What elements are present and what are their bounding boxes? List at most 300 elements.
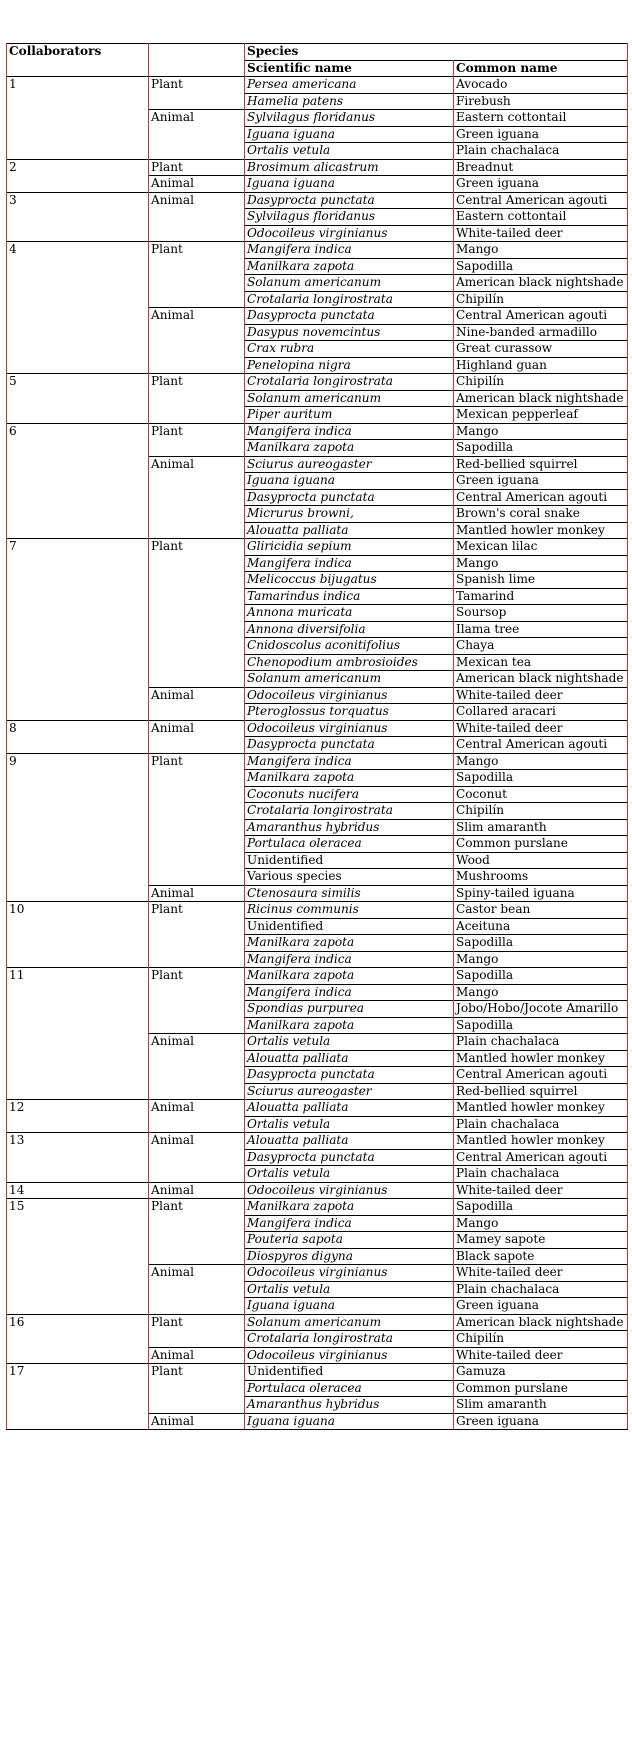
collaborator-id-cell — [7, 638, 149, 655]
common-name-cell: Sapodilla — [454, 770, 628, 787]
collaborator-id-cell — [7, 885, 149, 902]
common-name-cell: Slim amaranth — [454, 1397, 628, 1414]
table-row — [7, 819, 628, 836]
table-row — [7, 93, 628, 110]
scientific-name-cell: Manilkara zapota — [245, 770, 454, 787]
species-kind-cell — [149, 1215, 245, 1232]
common-name-cell: Mushrooms — [454, 869, 628, 886]
collaborator-id-cell: 13 — [7, 1133, 149, 1150]
scientific-name-cell: Unidentified — [245, 852, 454, 869]
species-kind-cell — [149, 291, 245, 308]
collaborator-id-cell — [7, 1116, 149, 1133]
table-row — [7, 324, 628, 341]
common-name-cell: Spanish lime — [454, 572, 628, 589]
species-kind-cell — [149, 621, 245, 638]
table-row — [7, 374, 628, 391]
common-name-cell: Mango — [454, 242, 628, 259]
scientific-name-cell: Sylvilagus floridanus — [245, 209, 454, 226]
header-scientific-name: Scientific name — [245, 60, 454, 77]
common-name-cell: American black nightshade — [454, 1314, 628, 1331]
scientific-name-cell: Pteroglossus torquatus — [245, 704, 454, 721]
header-row-1 — [7, 44, 628, 61]
scientific-name-cell: Unidentified — [245, 1364, 454, 1381]
collaborator-id-cell — [7, 572, 149, 589]
common-name-cell: Collared aracari — [454, 704, 628, 721]
species-kind-cell — [149, 819, 245, 836]
common-name-cell: Chipilín — [454, 374, 628, 391]
species-kind-cell — [149, 258, 245, 275]
table-row — [7, 770, 628, 787]
collaborator-id-cell — [7, 786, 149, 803]
scientific-name-cell: Dasyprocta punctata — [245, 489, 454, 506]
scientific-name-cell: Sciurus aureogaster — [245, 1083, 454, 1100]
scientific-name-cell: Alouatta palliata — [245, 1050, 454, 1067]
scientific-name-cell: Ortalis vetula — [245, 1116, 454, 1133]
scientific-name-cell: Ortalis vetula — [245, 1034, 454, 1051]
scientific-name-cell: Odocoileus virginianus — [245, 1182, 454, 1199]
scientific-name-cell: Mangifera indica — [245, 984, 454, 1001]
common-name-cell: White-tailed deer — [454, 687, 628, 704]
common-name-cell: Plain chachalaca — [454, 1116, 628, 1133]
table-row — [7, 456, 628, 473]
common-name-cell: Sapodilla — [454, 968, 628, 985]
common-name-cell: Chipilín — [454, 803, 628, 820]
table-row — [7, 258, 628, 275]
table-row — [7, 357, 628, 374]
table-row — [7, 1067, 628, 1084]
collaborator-id-cell: 16 — [7, 1314, 149, 1331]
common-name-cell: Plain chachalaca — [454, 1281, 628, 1298]
collaborator-id-cell — [7, 275, 149, 292]
table-row — [7, 341, 628, 358]
scientific-name-cell: Alouatta palliata — [245, 1133, 454, 1150]
collaborator-id-cell — [7, 110, 149, 127]
collaborator-id-cell — [7, 1413, 149, 1430]
scientific-name-cell: Dasyprocta punctata — [245, 308, 454, 325]
collaborator-id-cell — [7, 390, 149, 407]
scientific-name-cell: Solanum americanum — [245, 1314, 454, 1331]
table-row — [7, 869, 628, 886]
table-row — [7, 1034, 628, 1051]
table-row — [7, 968, 628, 985]
species-kind-cell — [149, 1232, 245, 1249]
species-kind-cell: Plant — [149, 1199, 245, 1216]
common-name-cell: Black sapote — [454, 1248, 628, 1265]
common-name-cell: Common purslane — [454, 1380, 628, 1397]
species-kind-cell — [149, 869, 245, 886]
scientific-name-cell: Iguana iguana — [245, 1413, 454, 1430]
collaborator-id-cell: 2 — [7, 159, 149, 176]
scientific-name-cell: Odocoileus virginianus — [245, 720, 454, 737]
collaborator-id-cell: 1 — [7, 77, 149, 94]
table-row — [7, 110, 628, 127]
scientific-name-cell: Ortalis vetula — [245, 1281, 454, 1298]
table-row — [7, 1199, 628, 1216]
species-kind-cell — [149, 522, 245, 539]
collaborator-id-cell — [7, 93, 149, 110]
collaborator-id-cell: 9 — [7, 753, 149, 770]
species-kind-cell: Animal — [149, 192, 245, 209]
scientific-name-cell: Brosimum alicastrum — [245, 159, 454, 176]
table-row — [7, 687, 628, 704]
common-name-cell: Sapodilla — [454, 440, 628, 457]
collaborator-id-cell: 10 — [7, 902, 149, 919]
species-kind-cell — [149, 852, 245, 869]
table-row — [7, 902, 628, 919]
common-name-cell: Great curassow — [454, 341, 628, 358]
collaborator-id-cell — [7, 869, 149, 886]
table-row — [7, 192, 628, 209]
collaborator-id-cell: 17 — [7, 1364, 149, 1381]
scientific-name-cell: Crotalaria longirostrata — [245, 1331, 454, 1348]
table-row — [7, 242, 628, 259]
common-name-cell: Coconut — [454, 786, 628, 803]
species-kind-cell: Animal — [149, 110, 245, 127]
table-row — [7, 1248, 628, 1265]
common-name-cell: Nine-banded armadillo — [454, 324, 628, 341]
species-kind-cell: Animal — [149, 1100, 245, 1117]
collaborator-id-cell — [7, 770, 149, 787]
scientific-name-cell: Manilkara zapota — [245, 935, 454, 952]
table-row — [7, 704, 628, 721]
common-name-cell: Mantled howler monkey — [454, 1133, 628, 1150]
collaborator-id-cell — [7, 1050, 149, 1067]
collaborator-id-cell — [7, 308, 149, 325]
scientific-name-cell: Solanum americanum — [245, 671, 454, 688]
collaborator-id-cell — [7, 1149, 149, 1166]
collaborator-id-cell: 12 — [7, 1100, 149, 1117]
common-name-cell: Mango — [454, 984, 628, 1001]
collaborator-id-cell — [7, 291, 149, 308]
species-kind-cell — [149, 1380, 245, 1397]
species-kind-cell — [149, 341, 245, 358]
species-kind-cell — [149, 572, 245, 589]
header-kind-blank — [149, 44, 245, 61]
scientific-name-cell: Various species — [245, 869, 454, 886]
table-row — [7, 1149, 628, 1166]
species-kind-cell — [149, 1116, 245, 1133]
species-kind-cell — [149, 1050, 245, 1067]
species-kind-cell — [149, 489, 245, 506]
species-kind-cell: Animal — [149, 308, 245, 325]
common-name-cell: White-tailed deer — [454, 720, 628, 737]
collaborator-id-cell — [7, 605, 149, 622]
table-row — [7, 506, 628, 523]
species-kind-cell — [149, 440, 245, 457]
collaborator-id-cell — [7, 1347, 149, 1364]
table-row — [7, 621, 628, 638]
common-name-cell: Mango — [454, 555, 628, 572]
species-kind-cell — [149, 951, 245, 968]
scientific-name-cell: Annona muricata — [245, 605, 454, 622]
header-row-2 — [7, 60, 628, 77]
species-kind-cell — [149, 671, 245, 688]
species-kind-cell — [149, 390, 245, 407]
collaborator-id-cell — [7, 588, 149, 605]
common-name-cell: Green iguana — [454, 1298, 628, 1315]
common-name-cell: Green iguana — [454, 473, 628, 490]
table-row — [7, 1133, 628, 1150]
common-name-cell: Brown's coral snake — [454, 506, 628, 523]
species-kind-cell — [149, 407, 245, 424]
species-kind-cell — [149, 1298, 245, 1315]
species-table — [6, 43, 628, 1430]
common-name-cell: White-tailed deer — [454, 1182, 628, 1199]
common-name-cell: Sapodilla — [454, 1199, 628, 1216]
species-kind-cell — [149, 786, 245, 803]
common-name-cell: Avocado — [454, 77, 628, 94]
collaborator-id-cell — [7, 1215, 149, 1232]
species-kind-cell — [149, 275, 245, 292]
species-kind-cell — [149, 506, 245, 523]
species-kind-cell: Animal — [149, 1034, 245, 1051]
table-row — [7, 852, 628, 869]
species-kind-cell: Animal — [149, 1413, 245, 1430]
table-row — [7, 605, 628, 622]
scientific-name-cell: Ctenosaura similis — [245, 885, 454, 902]
scientific-name-cell: Tamarindus indica — [245, 588, 454, 605]
species-kind-cell: Animal — [149, 720, 245, 737]
collaborator-id-cell — [7, 1248, 149, 1265]
scientific-name-cell: Gliricidia sepium — [245, 539, 454, 556]
scientific-name-cell: Hamelia patens — [245, 93, 454, 110]
table-row — [7, 1232, 628, 1249]
species-table-body — [7, 44, 628, 1430]
common-name-cell: Highland guan — [454, 357, 628, 374]
table-row — [7, 1413, 628, 1430]
common-name-cell: Wood — [454, 852, 628, 869]
species-kind-cell: Plant — [149, 159, 245, 176]
species-kind-cell — [149, 1166, 245, 1183]
scientific-name-cell: Manilkara zapota — [245, 1017, 454, 1034]
collaborator-id-cell — [7, 621, 149, 638]
common-name-cell: Common purslane — [454, 836, 628, 853]
scientific-name-cell: Mangifera indica — [245, 753, 454, 770]
table-row — [7, 984, 628, 1001]
scientific-name-cell: Odocoileus virginianus — [245, 1265, 454, 1282]
scientific-name-cell: Alouatta palliata — [245, 522, 454, 539]
common-name-cell: American black nightshade — [454, 671, 628, 688]
species-kind-cell — [149, 704, 245, 721]
collaborator-id-cell: 6 — [7, 423, 149, 440]
species-kind-cell — [149, 1017, 245, 1034]
common-name-cell: Mantled howler monkey — [454, 522, 628, 539]
common-name-cell: Mango — [454, 753, 628, 770]
scientific-name-cell: Mangifera indica — [245, 555, 454, 572]
scientific-name-cell: Solanum americanum — [245, 390, 454, 407]
species-kind-cell — [149, 984, 245, 1001]
collaborator-id-cell — [7, 1083, 149, 1100]
collaborator-id-cell — [7, 1067, 149, 1084]
scientific-name-cell: Dasyprocta punctata — [245, 737, 454, 754]
species-kind-cell — [149, 1083, 245, 1100]
species-kind-cell — [149, 935, 245, 952]
table-row — [7, 1380, 628, 1397]
collaborator-id-cell: 14 — [7, 1182, 149, 1199]
table-row — [7, 885, 628, 902]
species-kind-cell: Plant — [149, 1364, 245, 1381]
common-name-cell: Ilama tree — [454, 621, 628, 638]
species-kind-cell — [149, 225, 245, 242]
table-row — [7, 572, 628, 589]
table-row — [7, 77, 628, 94]
collaborator-id-cell — [7, 1331, 149, 1348]
scientific-name-cell: Dasyprocta punctata — [245, 192, 454, 209]
scientific-name-cell: Annona diversifolia — [245, 621, 454, 638]
table-row — [7, 275, 628, 292]
table-row — [7, 407, 628, 424]
collaborator-id-cell — [7, 1034, 149, 1051]
table-row — [7, 836, 628, 853]
species-kind-cell — [149, 143, 245, 160]
species-kind-cell: Plant — [149, 77, 245, 94]
common-name-cell: Green iguana — [454, 1413, 628, 1430]
species-kind-cell — [149, 126, 245, 143]
collaborator-id-cell — [7, 836, 149, 853]
collaborator-id-cell — [7, 803, 149, 820]
scientific-name-cell: Ricinus communis — [245, 902, 454, 919]
scientific-name-cell: Cnidoscolus aconitifolius — [245, 638, 454, 655]
collaborator-id-cell — [7, 1017, 149, 1034]
table-row — [7, 1215, 628, 1232]
scientific-name-cell: Dasyprocta punctata — [245, 1149, 454, 1166]
scientific-name-cell: Mangifera indica — [245, 242, 454, 259]
table-row — [7, 1100, 628, 1117]
common-name-cell: Eastern cottontail — [454, 209, 628, 226]
collaborator-id-cell — [7, 176, 149, 193]
species-kind-cell — [149, 209, 245, 226]
scientific-name-cell: Dasypus novemcintus — [245, 324, 454, 341]
table-row — [7, 1083, 628, 1100]
species-kind-cell — [149, 918, 245, 935]
species-kind-cell — [149, 605, 245, 622]
collaborator-id-cell — [7, 918, 149, 935]
species-kind-cell — [149, 555, 245, 572]
scientific-name-cell: Diospyros digyna — [245, 1248, 454, 1265]
collaborator-id-cell: 8 — [7, 720, 149, 737]
table-row — [7, 176, 628, 193]
scientific-name-cell: Dasyprocta punctata — [245, 1067, 454, 1084]
table-row — [7, 440, 628, 457]
collaborator-id-cell: 3 — [7, 192, 149, 209]
table-row — [7, 1364, 628, 1381]
species-kind-cell: Animal — [149, 687, 245, 704]
common-name-cell: Eastern cottontail — [454, 110, 628, 127]
common-name-cell: Central American agouti — [454, 1149, 628, 1166]
table-row — [7, 143, 628, 160]
collaborator-id-cell — [7, 258, 149, 275]
common-name-cell: White-tailed deer — [454, 1265, 628, 1282]
collaborator-id-cell — [7, 1265, 149, 1282]
common-name-cell: Aceituna — [454, 918, 628, 935]
scientific-name-cell: Persea americana — [245, 77, 454, 94]
collaborator-id-cell — [7, 489, 149, 506]
common-name-cell: Chipilín — [454, 1331, 628, 1348]
collaborator-id-cell — [7, 456, 149, 473]
table-row — [7, 209, 628, 226]
header-blank-2 — [149, 60, 245, 77]
species-kind-cell — [149, 1001, 245, 1018]
species-kind-cell — [149, 803, 245, 820]
species-kind-cell: Animal — [149, 885, 245, 902]
scientific-name-cell: Portulaca oleracea — [245, 1380, 454, 1397]
common-name-cell: Sapodilla — [454, 1017, 628, 1034]
table-row — [7, 588, 628, 605]
common-name-cell: Mamey sapote — [454, 1232, 628, 1249]
common-name-cell: Mango — [454, 1215, 628, 1232]
common-name-cell: Red-bellied squirrel — [454, 456, 628, 473]
common-name-cell: Mango — [454, 423, 628, 440]
table-row — [7, 539, 628, 556]
header-species: Species — [245, 44, 628, 61]
species-kind-cell: Animal — [149, 456, 245, 473]
scientific-name-cell: Manilkara zapota — [245, 440, 454, 457]
collaborator-id-cell: 7 — [7, 539, 149, 556]
collaborator-id-cell — [7, 357, 149, 374]
collaborator-id-cell — [7, 1001, 149, 1018]
scientific-name-cell: Sciurus aureogaster — [245, 456, 454, 473]
collaborator-id-cell — [7, 473, 149, 490]
common-name-cell: Soursop — [454, 605, 628, 622]
species-kind-cell: Plant — [149, 968, 245, 985]
collaborator-id-cell — [7, 407, 149, 424]
common-name-cell: Mexican lilac — [454, 539, 628, 556]
table-row — [7, 1281, 628, 1298]
table-row — [7, 126, 628, 143]
scientific-name-cell: Portulaca oleracea — [245, 836, 454, 853]
species-kind-cell: Plant — [149, 753, 245, 770]
table-row — [7, 737, 628, 754]
common-name-cell: Plain chachalaca — [454, 1166, 628, 1183]
collaborator-id-cell: 4 — [7, 242, 149, 259]
collaborator-id-cell — [7, 1232, 149, 1249]
table-row — [7, 522, 628, 539]
collaborator-id-cell — [7, 143, 149, 160]
scientific-name-cell: Odocoileus virginianus — [245, 1347, 454, 1364]
collaborator-id-cell: 11 — [7, 968, 149, 985]
table-row — [7, 935, 628, 952]
collaborator-id-cell — [7, 1397, 149, 1414]
collaborator-id-cell — [7, 555, 149, 572]
table-row — [7, 423, 628, 440]
species-kind-cell: Plant — [149, 374, 245, 391]
table-row — [7, 803, 628, 820]
collaborator-id-cell — [7, 935, 149, 952]
table-row — [7, 1001, 628, 1018]
scientific-name-cell: Odocoileus virginianus — [245, 687, 454, 704]
table-row — [7, 1265, 628, 1282]
scientific-name-cell: Mangifera indica — [245, 423, 454, 440]
collaborator-id-cell — [7, 440, 149, 457]
species-kind-cell — [149, 357, 245, 374]
table-row — [7, 159, 628, 176]
scientific-name-cell: Iguana iguana — [245, 176, 454, 193]
species-kind-cell — [149, 638, 245, 655]
common-name-cell: Mango — [454, 951, 628, 968]
table-row — [7, 753, 628, 770]
species-kind-cell: Animal — [149, 1347, 245, 1364]
common-name-cell: Central American agouti — [454, 489, 628, 506]
table-row — [7, 671, 628, 688]
table-row — [7, 1017, 628, 1034]
species-kind-cell — [149, 1281, 245, 1298]
scientific-name-cell: Crax rubra — [245, 341, 454, 358]
scientific-name-cell: Micrurus browni, — [245, 506, 454, 523]
scientific-name-cell: Amaranthus hybridus — [245, 1397, 454, 1414]
collaborator-id-cell — [7, 341, 149, 358]
table-row — [7, 555, 628, 572]
table-row — [7, 1314, 628, 1331]
